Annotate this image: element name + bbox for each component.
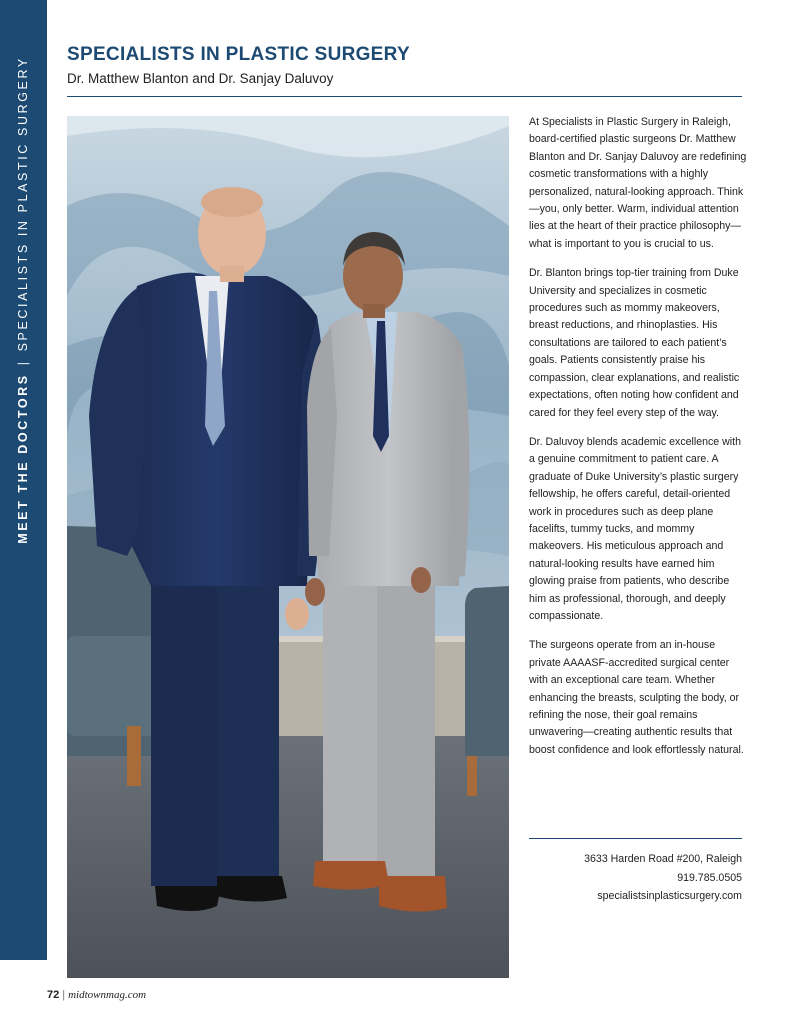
sidebar-label bbox=[16, 56, 30, 544]
section-label: MEET THE DOCTORS bbox=[16, 373, 30, 544]
practice-label: SPECIALISTS IN PLASTIC SURGERY bbox=[16, 56, 30, 352]
footer-separator: | bbox=[62, 989, 66, 1001]
footer-site[interactable]: midtownmag.com bbox=[68, 989, 147, 1001]
contact-phone[interactable]: 919.785.0505 bbox=[677, 871, 742, 884]
sidebar-separator: | bbox=[16, 359, 30, 366]
contact-website[interactable]: specialistsinplasticsurgery.com bbox=[597, 890, 742, 902]
contact-address: 3633 Harden Road #200, Raleigh bbox=[584, 853, 742, 865]
page-number: 72 bbox=[47, 989, 60, 1001]
header-divider bbox=[67, 96, 742, 97]
body-paragraph: The surgeons operate from an in-house private AAAASF-accredited surgical center with an exceptional care team. Whether enhancing the breasts, sculpting the body, or refining the nose, their goal remains unwavering—creating authentic results that boost confidence and look effortlessly natural. bbox=[529, 639, 744, 756]
body-paragraph: Dr. Blanton brings top-tier training from Duke University and specializes in cosmetic procedures such as mommy makeovers, breast reductions, and rhinoplasties. His consultations are tailored to each patient’s goals. Patients consistently praise his compassion, clear explanations, and realistic expectations, often noting how confident and cared for they feel every step of the way. bbox=[529, 267, 740, 419]
body-paragraph: Dr. Daluvoy blends academic excellence with a genuine commitment to patient care. A graduate of Duke University’s plastic surgery fellowship, he offers careful, detail-oriented work in procedures such as deep plane facelifts, tummy tucks, and mommy makeovers. His meticulous approach and natural-looking results have earned him glowing praise from patients, who describe him as professional, thorough, and deeply compassionate. bbox=[529, 435, 741, 622]
body-paragraph: At Specialists in Plastic Surgery in Raleigh, board-certified plastic surgeons Dr. Matthew Blanton and Dr. Sanjay Daluvoy are redefining cosmetic transformations with a highly personalized, natural-looking approach. Think—you, only better. Warm, individual attention lies at the heart of their practice philosophy—what is important to you is crucial to us. bbox=[529, 116, 747, 250]
article-body bbox=[529, 114, 747, 771]
doctors-photo bbox=[67, 116, 509, 978]
page-title: SPECIALISTS IN PLASTIC SURGERY bbox=[67, 44, 410, 65]
page-footer bbox=[47, 989, 146, 1001]
contact-block bbox=[584, 850, 742, 906]
page-subtitle: Dr. Matthew Blanton and Dr. Sanjay Daluvoy bbox=[67, 71, 334, 86]
contact-divider bbox=[529, 838, 742, 839]
